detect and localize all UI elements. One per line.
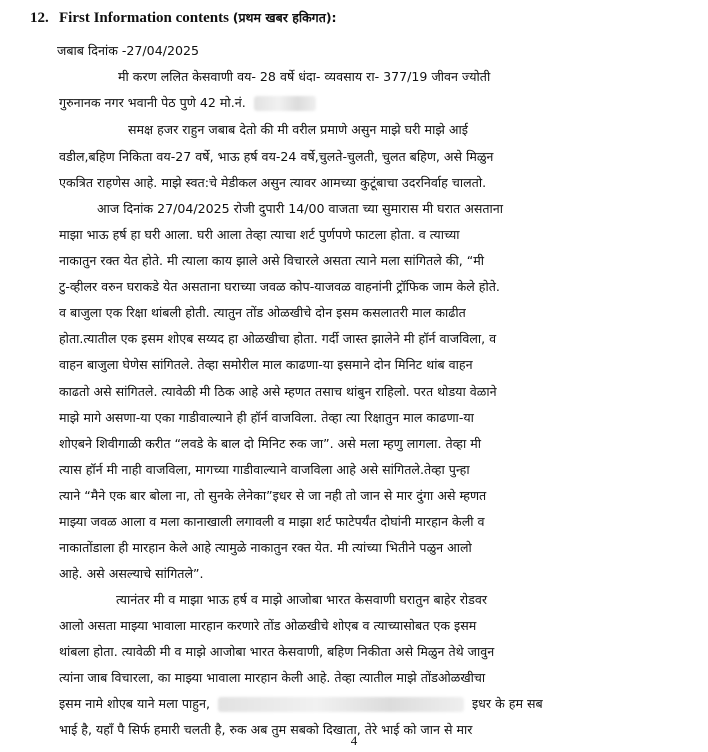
text-line: भाई है, यहाँ पै सिर्फ हमारी चलती है, रुक अब तुम सबको दिखाता, तेरे भाई को जान से मार bbox=[59, 722, 473, 737]
text-line: त्यांना जाब विचारला, का माझ्या भावाला मारहान केली आहे. तेव्हा त्यातील माझे तोंडओळखीचा bbox=[59, 670, 486, 685]
text-line: समक्ष हजर राहुन जबाब देतो की मी वरील प्रमाणे असुन माझे घरी माझे आई bbox=[128, 122, 468, 137]
text-line: एकत्रित राहणेस आहे. माझे स्वत:चे मेडीकल असुन त्यावर आमच्या कुटूंबाचा उदरनिर्वाह चालतो. bbox=[59, 175, 487, 190]
text-line: माझा भाऊ हर्ष हा घरी आला. घरी आला तेव्हा त्याचा शर्ट पुर्णपणे फाटला होता. व त्याच्या bbox=[59, 227, 460, 242]
text-line: वडील,बहिण निकिता वय-27 वर्षे, भाऊ हर्ष वय-24 वर्षे,चुलते-चुलती, चुलत बहिण, असे मिळुन bbox=[59, 149, 494, 164]
text-line: टु-व्हीलर वरुन घराकडे येत असताना घराच्या जवळ कोप-याजवळ वाहनांनी ट्रॉफिक जाम केले होते. bbox=[59, 279, 500, 294]
text-line: आज दिनांक 27/04/2025 रोजी दुपारी 14/00 वाजता च्या सुमारास मी घरात असताना bbox=[97, 201, 504, 216]
text-line: वाहन बाजुला घेणेस सांगितले. तेव्हा समोरील माल काढणा-या इसमाने दोन मिनिट थांब वाहन bbox=[59, 357, 473, 372]
text-line: गुरुनानक नगर भवानी पेठ पुणे 42 मो.नं. bbox=[0, 89, 708, 117]
text-line: मी करण ललित केसवाणी वय- 28 वर्षे धंदा- व्यवसाय रा- 377/19 जीवन ज्योती bbox=[118, 69, 491, 84]
section-title-marathi: (प्रथम खबर हकिगत): bbox=[232, 10, 337, 25]
text-line: आहे. असे असल्याचे सांगितले”. bbox=[59, 566, 204, 581]
text-line: आलो असता माझ्या भावाला मारहान करणारे तोंड ओळखीचे शोएब व त्याच्यासोबत एक इसम bbox=[59, 618, 477, 633]
text-line: नाकातोंडाला ही मारहान केले आहे त्यामुळे नाकातुन रक्त येत. मी त्यांच्या भितीने पळुन आलो bbox=[59, 540, 472, 555]
text-line: थांबला होता. त्यावेळी मी व माझे आजोबा भारत केसवाणी, बहिण निकीता असे मिळुन तेथे जावुन bbox=[59, 644, 495, 659]
text-line: त्यास हॉर्न मी नाही वाजविला, मागच्या गाडीवाल्याने वाजविला आहे असे सांगितले.तेव्हा पुन्हा bbox=[59, 462, 470, 477]
page-number: 4 bbox=[350, 733, 358, 748]
text-line: व बाजुला एक रिक्षा थांबली होती. त्यातुन तोंड ओळखीचे दोन इसम कसलातरी माल काढीत bbox=[59, 305, 466, 320]
section-title: First Information contents (प्रथम खबर हकिगत): bbox=[59, 10, 337, 26]
redacted-mobile-number bbox=[254, 96, 316, 111]
text-line: त्यानंतर मी व माझा भाऊ हर्ष व माझे आजोबा भारत केसवाणी घरातुन बाहेर रोडवर bbox=[116, 592, 488, 607]
text-line: जबाब दिनांक -27/04/2025 bbox=[57, 43, 199, 58]
text-line: काढतो असे सांगितले. त्यावेळी मी ठिक आहे असे म्हणत तसाच थांबुन राहिलो. परत थोडया वेळाने bbox=[59, 384, 497, 399]
section-heading bbox=[30, 9, 337, 27]
redacted-text bbox=[218, 697, 464, 712]
text-line: शोएबने शिवीगाळी करीत “लवडे के बाल दो मिनिट रुक जा”. असे मला म्हणु लागला. तेव्हा मी bbox=[59, 436, 482, 451]
text-line: इसम नामे शोएब याने मला पाहुन, इधर के हम सब bbox=[59, 696, 543, 711]
text-line: त्याने “मैने एक बार बोला ना, तो सुनके लेनेका”इधर से जा नही तो जान से मार दुंगा असे म्हणत bbox=[59, 488, 487, 503]
text-line: होता.त्यातील एक इसम शोएब सय्यद हा ओळखीचा होता. गर्दी जास्त झालेने मी हॉर्न वाजविला, व bbox=[59, 331, 497, 346]
text-line: माझे मागे असणा-या एका गाडीवाल्याने ही हॉर्न वाजविला. तेव्हा त्या रिक्षातुन माल काढणा-या bbox=[59, 410, 474, 425]
section-number: 12. bbox=[30, 10, 49, 26]
text-line: नाकातुन रक्त येत होते. मी त्याला काय झाले असे विचारले असता त्याने मला सांगितले की, “मी bbox=[59, 253, 485, 268]
text-line: माझ्या जवळ आला व मला कानाखाली लगावली व माझा शर्ट फाटेपर्यंत दोघांनी मारहान केली व bbox=[59, 514, 485, 529]
